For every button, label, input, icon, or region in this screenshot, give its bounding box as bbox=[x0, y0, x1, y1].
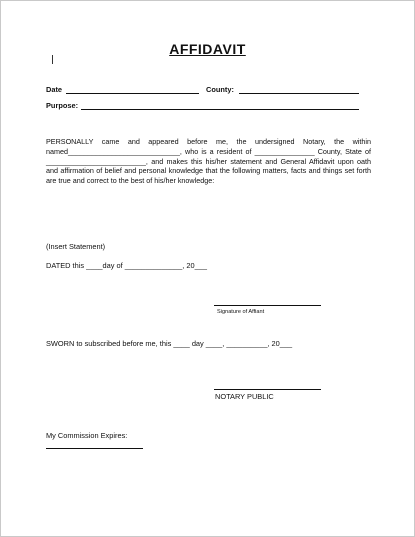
notary-public-label: NOTARY PUBLIC bbox=[215, 392, 274, 401]
notary-signature-line[interactable] bbox=[214, 389, 321, 390]
purpose-field[interactable] bbox=[81, 109, 359, 110]
sworn-line: SWORN to subscribed before me, this ____ day ____, __________, 20___ bbox=[46, 339, 293, 348]
insert-statement-text: (Insert Statement) bbox=[46, 242, 106, 251]
document-title: AFFIDAVIT bbox=[169, 41, 246, 57]
date-field[interactable] bbox=[66, 93, 199, 94]
date-label: Date bbox=[46, 85, 63, 94]
affiant-signature-label: Signature of Affiant bbox=[217, 309, 265, 315]
purpose-label: Purpose: bbox=[46, 101, 79, 110]
affiant-signature-line[interactable] bbox=[214, 305, 321, 306]
dated-line: DATED this ____day of ______________, 20___ bbox=[46, 261, 207, 270]
commission-expires-label: My Commission Expires: bbox=[46, 431, 128, 440]
commission-expires-field[interactable] bbox=[46, 448, 143, 449]
county-field[interactable] bbox=[239, 93, 359, 94]
county-label: County: bbox=[206, 85, 234, 94]
affidavit-statement-paragraph: PERSONALLY came and appeared before me, the undersigned Notary, the within named____________________________, who is a resident of _______________ County, State of _________________________, and makes this his/her statement and General Affidavit upon oath and affirmation of belief and personal knowledge that the following matters, facts and things set forth are true and correct to the best of his/her knowledge: bbox=[46, 137, 371, 186]
